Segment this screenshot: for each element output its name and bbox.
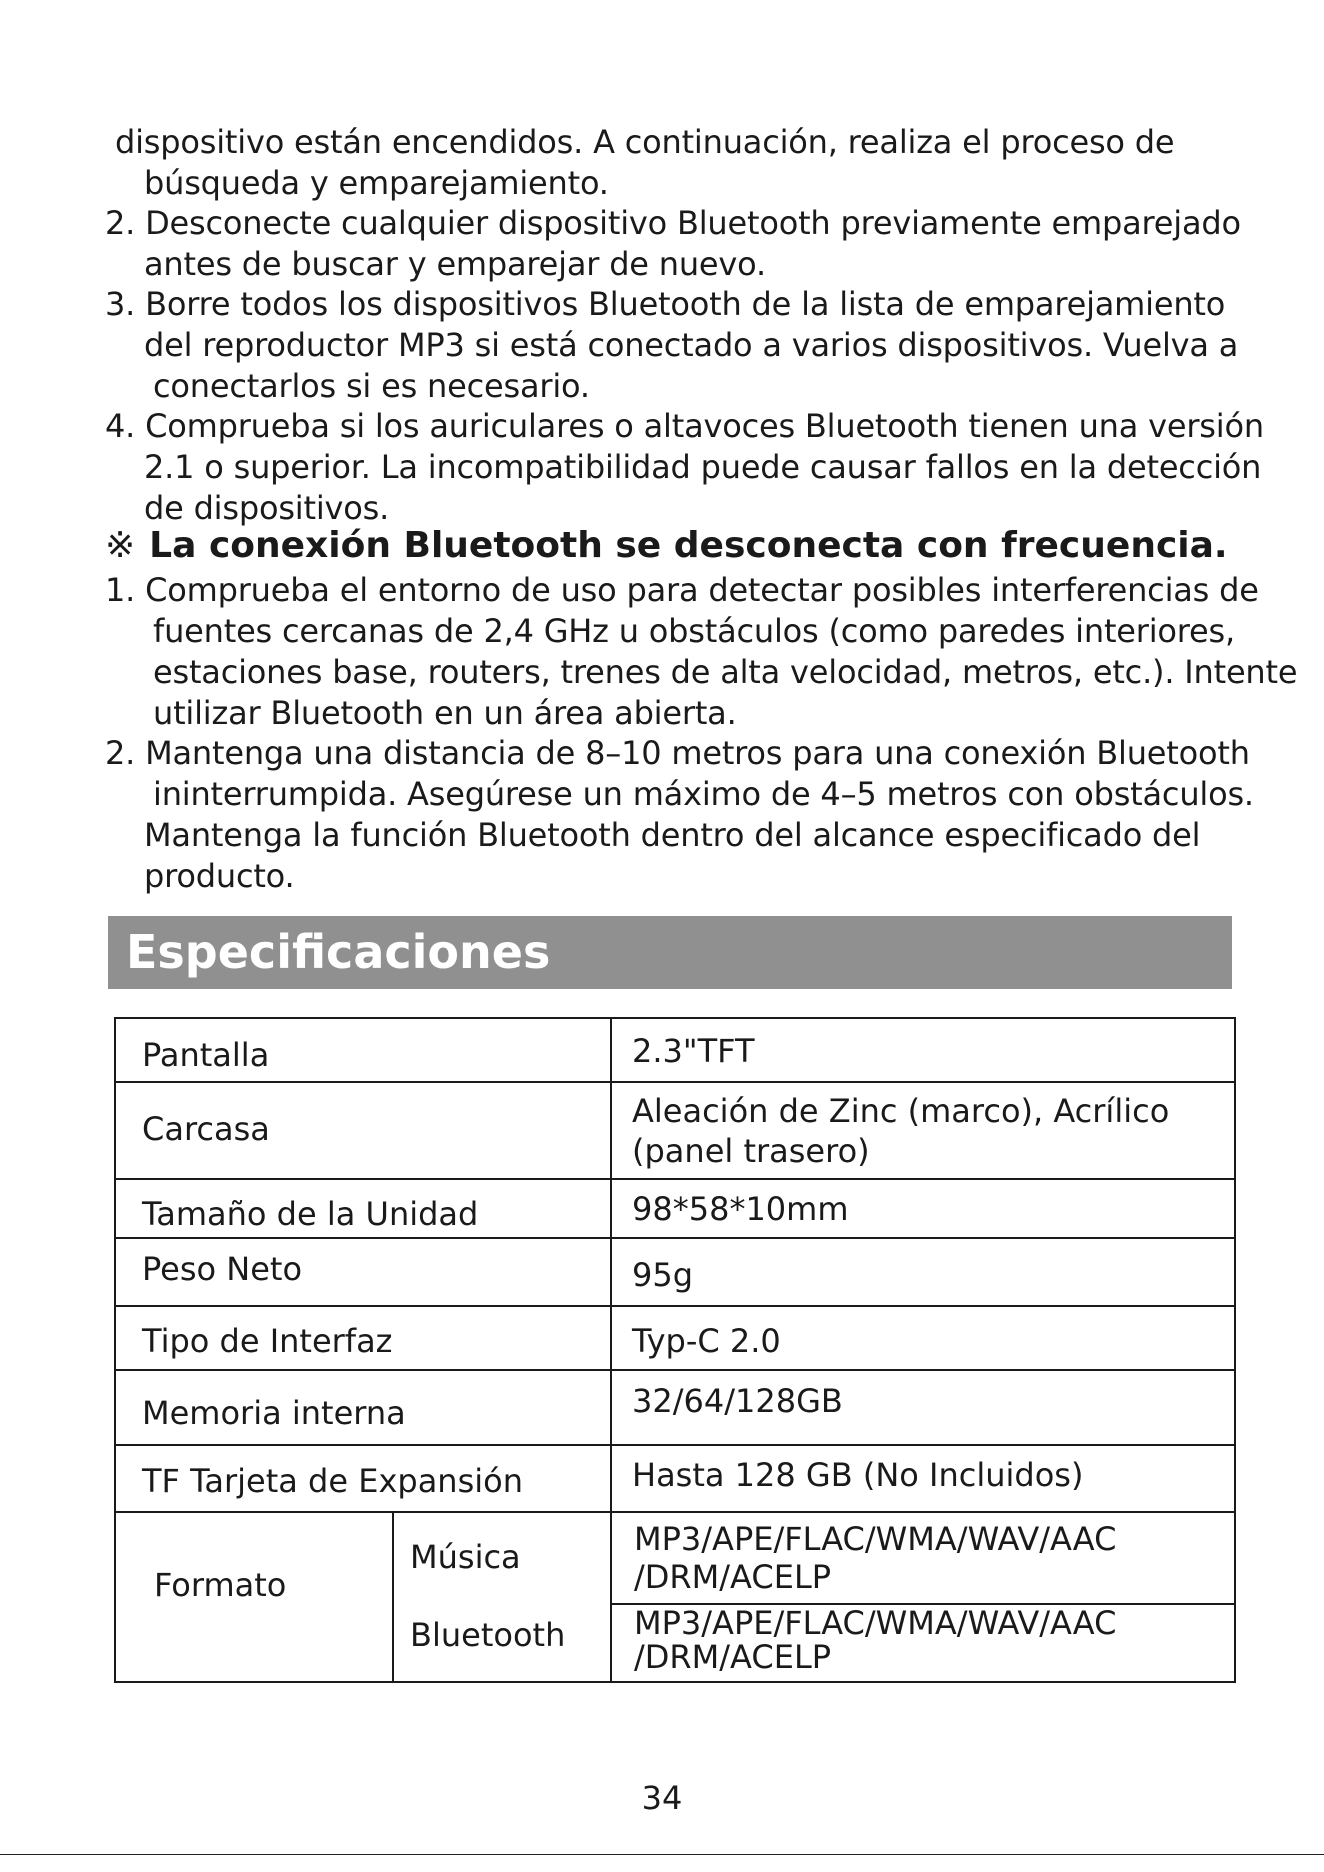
reference-mark-icon: ※ bbox=[105, 525, 136, 566]
spec-value: (panel trasero) bbox=[632, 1132, 870, 1170]
spec-sublabel: Música bbox=[410, 1538, 521, 1576]
text-line: búsqueda y emparejamiento. bbox=[144, 164, 609, 202]
page-bottom-rule bbox=[0, 1854, 1324, 1855]
spec-label: Tipo de Interfaz bbox=[142, 1322, 393, 1360]
column-divider bbox=[610, 1019, 612, 1681]
page-number: 34 bbox=[641, 1779, 683, 1817]
text-line: ininterrumpida. Asegúrese un máximo de 4–5 metros con obstáculos. bbox=[153, 775, 1254, 813]
list-item-1: 1. Comprueba el entorno de uso para detectar posibles interferencias de bbox=[105, 571, 1259, 609]
row-divider bbox=[116, 1369, 1234, 1371]
list-item-2: 2. Desconecte cualquier dispositivo Bluetooth previamente emparejado bbox=[105, 204, 1241, 242]
text-line: conectarlos si es necesario. bbox=[153, 367, 590, 405]
row-divider bbox=[116, 1178, 1234, 1180]
spec-value: Hasta 128 GB (No Incluidos) bbox=[632, 1456, 1084, 1494]
column-divider bbox=[392, 1511, 394, 1681]
spec-value: 95g bbox=[632, 1256, 694, 1294]
spec-value: /DRM/ACELP bbox=[634, 1558, 832, 1596]
spec-value: 98*58*10mm bbox=[632, 1190, 849, 1228]
spec-label: Tamaño de la Unidad bbox=[142, 1195, 479, 1233]
spec-label: Formato bbox=[154, 1566, 287, 1604]
list-item-3: 3. Borre todos los dispositivos Bluetooth de la lista de emparejamiento bbox=[105, 285, 1226, 323]
spec-label: Carcasa bbox=[142, 1110, 270, 1148]
text-line: 2.1 o superior. La incompatibilidad puede causar fallos en la detección bbox=[144, 448, 1262, 486]
spec-value: Aleación de Zinc (marco), Acrílico bbox=[632, 1092, 1170, 1130]
text-line: estaciones base, routers, trenes de alta velocidad, metros, etc.). Intente bbox=[153, 653, 1298, 691]
row-divider bbox=[116, 1444, 1234, 1446]
spec-sublabel: Bluetooth bbox=[410, 1616, 566, 1654]
text-line: utilizar Bluetooth en un área abierta. bbox=[153, 694, 737, 732]
text-line: fuentes cercanas de 2,4 GHz u obstáculos (como paredes interiores, bbox=[153, 612, 1235, 650]
specifications-table bbox=[114, 1017, 1236, 1683]
text-line: dispositivo están encendidos. A continuación, realiza el proceso de bbox=[115, 123, 1175, 161]
row-divider bbox=[116, 1081, 1234, 1083]
issue-heading bbox=[105, 523, 1228, 569]
spec-value: 32/64/128GB bbox=[632, 1382, 843, 1420]
text-line: producto. bbox=[144, 857, 295, 895]
text-line: antes de buscar y emparejar de nuevo. bbox=[144, 245, 766, 283]
spec-label: Pantalla bbox=[142, 1036, 270, 1074]
list-item-2: 2. Mantenga una distancia de 8–10 metros para una conexión Bluetooth bbox=[105, 734, 1250, 772]
row-divider bbox=[116, 1511, 1234, 1513]
spec-label: Peso Neto bbox=[142, 1250, 303, 1288]
text-line: del reproductor MP3 si está conectado a varios dispositivos. Vuelva a bbox=[144, 326, 1239, 364]
spec-value: MP3/APE/FLAC/WMA/WAV/AAC bbox=[634, 1520, 1117, 1558]
spec-value: 2.3"TFT bbox=[632, 1032, 755, 1070]
spec-label: Memoria interna bbox=[142, 1394, 406, 1432]
spec-value: MP3/APE/FLAC/WMA/WAV/AAC bbox=[634, 1604, 1117, 1642]
row-divider bbox=[116, 1305, 1234, 1307]
spec-value: Typ-C 2.0 bbox=[632, 1322, 781, 1360]
section-banner bbox=[108, 916, 1232, 989]
issue-heading-title: La conexión Bluetooth se desconecta con frecuencia. bbox=[149, 525, 1228, 566]
section-title: Especificaciones bbox=[126, 925, 551, 979]
spec-value: /DRM/ACELP bbox=[634, 1638, 832, 1676]
list-item-4: 4. Comprueba si los auriculares o altavoces Bluetooth tienen una versión bbox=[105, 407, 1264, 445]
text-line: de dispositivos. bbox=[144, 489, 390, 527]
text-line: Mantenga la función Bluetooth dentro del alcance especificado del bbox=[144, 816, 1201, 854]
row-divider bbox=[116, 1237, 1234, 1239]
spec-label: TF Tarjeta de Expansión bbox=[142, 1462, 523, 1500]
